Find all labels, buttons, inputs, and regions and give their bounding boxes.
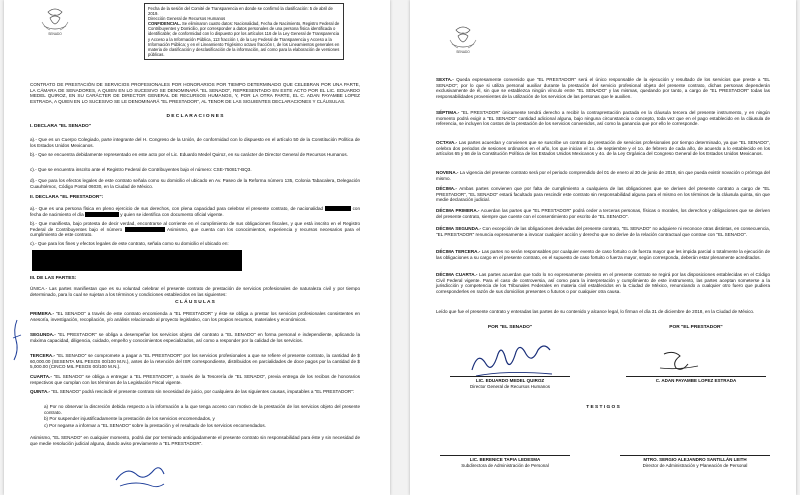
- clausula-decima-primera: DÉCIMA PRIMERA.- Acuerdan las partes que "EL PRESTADOR" podrá ceder a terceras personas, físicas o morales, los derechos y obligaciones que se deriven del presente contrato, siempre que cuente con el consentimiento por escrito de "EL SENADO".: [436, 208, 771, 219]
- contract-intro: CONTRATO DE PRESTACIÓN DE SERVICIOS PROFESIONALES POR HONORARIOS POR TIEMPO DETERMINADO QUE CELEBRAN POR UNA PARTE, LA CÁMARA DE SENADORES, A QUIEN EN LO SUCESIVO SE DENOMINARÁ "EL SENADO", REPRESENTADO EN ESTE ACTO POR EL LIC. EDUARDO MEDEL QUIROZ, EN SU CARÁCTER DE DIRECTOR GENERAL DE RECURSOS HUMANOS, Y, POR LA OTRA PARTE, EL C. ADAN PAYAMBE LOPEZ ESTRADA, A QUIEN EN LO SUCESIVO SE LE DENOMINARÁ "EL PRESTADOR", AL TENOR DE LAS SIGUIENTES DECLARACIONES Y CLÁUSULAS.: [30, 82, 360, 105]
- testigo2-title: Director de Administración y Planeación de Personal: [642, 463, 748, 468]
- svg-text:SENADO: SENADO: [48, 32, 62, 36]
- por-prestador-heading: POR "EL PRESTADOR": [669, 325, 723, 330]
- margin-initials-icon: [10, 318, 24, 362]
- confidentiality-notice: [144, 3, 344, 60]
- conf-line-direction: Dirección General de Recursos Humanos: [148, 16, 226, 22]
- clausulas-heading: C L Á U S U L A S: [175, 300, 215, 305]
- senado-signature-line: [450, 376, 570, 377]
- clausula-novena: NOVENA.- La vigencia del presente contrato será por el periodo comprendido del 01 de enero al 30 de junio de 2019, sin que pueda existir novación o prórroga del mismo.: [436, 170, 770, 181]
- redacted-nationality: [325, 206, 351, 211]
- por-senado-heading: POR "EL SENADO": [487, 325, 533, 330]
- quinta-inciso-c: c) Por negarse a informar a "EL SENADO" sobre la prestación y el resultado de los servicios encomendados.: [44, 423, 266, 428]
- clausula-segunda: SEGUNDA.- "EL PRESTADOR" se obliga a desempeñar los servicios objeto del contrato a "EL SENADO" en forma personal e independiente, aplicando la máxima capacidad, diligencia, cuidado, empeño y conocimientos especializados, así como a responder por la calidad de los servicios.: [30, 332, 360, 343]
- senado-signature-icon: [466, 336, 566, 380]
- senado-signer-title: Director General de Recursos Humanos: [469, 384, 551, 389]
- svg-text:SENADO: SENADO: [456, 50, 470, 54]
- decl-senado-a: a).- Que es un Cuerpo Colegiado, parte integrante del H. Congreso de la Unión, de conformidad con lo dispuesto en el artículo 50 de la Constitución Política de los Estados Unidos Mexicanos.: [30, 137, 360, 148]
- conf-label: CONFIDENCIAL.: [148, 21, 181, 27]
- clausula-primera: PRIMERA.- "EL SENADO" a través de este contrato encomienda a "EL PRESTADOR" y éste se obliga a prestar los servicios profesionales consistentes en Asesoría, investigación, recopilación, y/o análisis relacionado al proyecto legislativo, con los propios recursos, materiales y económicos.: [30, 311, 360, 322]
- testigo1-name: LIC. BERENICE TAPIA LEDESMA: [469, 457, 541, 462]
- quinta-inciso-b: b) Por suspender injustificadamente la prestación de los servicios encomendados, y: [44, 416, 215, 421]
- clausula-decima-cuarta: DÉCIMA CUARTA.- Las partes acuerdan que todo lo no expresamente previsto en el presente contrato se regirá por las disposiciones establecidas en el Código Civil Federal vigente. Para el caso de controversia, así como para la interpretación y cumplimiento de este instrumento, las partes aceptan someterse a la jurisdicción y competencia de los Tribunales Federales en materia civil establecidos en la Ciudad de México, renunciando a cualquier otro fuero que pudiera corresponderles en razón de sus domicilios presentes o futuros o por cualquier otra causa.: [436, 272, 771, 295]
- bottom-initials-icon: [112, 462, 168, 492]
- decl-prestador-c: c).- Que para los fines y efectos legales de este contrato, señala como su domicilio el ubicado en:: [30, 241, 229, 246]
- clausula-septima: SÉPTIMA.- "EL PRESTADOR" únicamente tendrá derecho a recibir la contraprestación pactada en la cláusula tercera del presente instrumento, y en ningún momento podrá exigir a "EL SENADO" cantidad adicional alguna, bajo ninguna circunstancia o concepto, toda vez que en el pago establecido en la cláusula de referencia, se incluyen los costos de la prestación de los servicios convenidos, así como la ganancia que por ello le corresponde.: [436, 110, 770, 127]
- testigo2-name: MTRO. SERGIO ALEJANDRO SANTILLÁN LEITH: [643, 457, 747, 462]
- contract-page-2: [410, 0, 796, 495]
- prestador-signature-icon: [656, 346, 702, 374]
- testigos-heading: T E S T I G O S: [586, 405, 620, 410]
- clausula-decima: DÉCIMA.- Ambas partes convienen que por falta de cumplimiento a cualquiera de las obligaciones que se deriven del presente contrato a cargo de "EL PRESTADOR", "EL SENADO" estará facultado para rescindir este contrato sin responsabilidad alguna para el mismo en los términos de la cláusula quinta, sin que medie declaración judicial.: [436, 186, 770, 203]
- quinta-inciso-a: a) Por no observar la discreción debida respecto a la información a la que tenga acceso con motivo de la prestación de los servicios objeto del presente contrato.: [44, 404, 360, 415]
- clausula-closing: Asimismo, "EL SENADO" en cualquier momento, podrá dar por terminado anticipadamente el presente contrato sin responsabilidad para éste y sin necesidad de que medie resolución judicial alguna, dando aviso previamente a "EL PRESTADOR".: [30, 435, 360, 446]
- decl-prestador-b: b).- Que manifiesta, bajo protesta de decir verdad, encontrarse al corriente en el cumplimiento de sus obligaciones fiscales, y que está inscrito en el Registro Federal de Contribuyentes bajo el número Asimismo, que cuenta con los conocimientos, experiencia y recursos necesarios para el cumplimiento de este contrato.: [30, 221, 360, 238]
- testigo2-signature-line: [620, 455, 770, 456]
- conf-line-date: Fecha de la sesión del Comité de Transparencia en donde se confirmó la clasificación: 5 de abril de 2019.: [148, 6, 333, 17]
- testigo1-signature-line: [440, 455, 570, 456]
- testigo1-title: Subdirectora de Administración de Personal: [461, 463, 549, 468]
- senate-seal-icon: [32, 4, 78, 38]
- decl-prestador-heading: II. DECLARA "EL PRESTADOR":: [30, 195, 104, 200]
- clausula-decima-segunda: DÉCIMA SEGUNDA.- Con excepción de las obligaciones derivadas del presente contrato, "EL SENADO" no adquiere ni reconoce otras distintas, en consecuencia, "EL PRESTADOR" renuncia expresamente a invocar cualquier acción y derecho que no derive de la relación contractual que contrae con "EL SENADO".: [436, 226, 770, 237]
- clausula-decima-tercera: DÉCIMA TERCERA.- Las partes no serán responsables por cualquier evento de caso fortuito o de fuerza mayor que les impida parcial o totalmente la ejecución de las obligaciones a su cargo en el presente contrato, en el supuesto de caso fortuito o fuerza mayor, según corresponda, deberán estar plenamente acreditados.: [436, 249, 770, 260]
- prestador-signer-name: C. ADAN PAYAMBE LOPEZ ESTRADA: [655, 378, 737, 383]
- decl-senado-d: d).- Que para los efectos legales de este contrato señala como su domicilio el ubicado en Av. Paseo de la Reforma número 135, Colonia Tabacalera, Delegación Cuauhtémoc, Código Postal 06030, en la Ciudad de México.: [30, 178, 360, 189]
- decl-partes-unica: ÚNICA.- Las partes manifiestan que es su voluntad celebrar el presente contrato de prestación de servicios profesionales de naturaleza civil y por tiempo determinado, para lo cual se sujetan a los términos y condiciones establecidos en las siguientes:: [30, 286, 360, 297]
- senado-signer-name: LIC. EDUARDO MEDEL QUIROZ: [475, 378, 545, 383]
- decl-prestador-a: a).- Que es una persona física en pleno ejercicio de sus derechos, con plena capacidad para celebrar el presente contrato, de nacionalidad con fecha de nacimiento el día y quien se identifica con documento oficial vigente.: [30, 206, 361, 217]
- firma-paragraph: Leído que fue el presente contrato y enteradas las partes de su contenido y alcance legal, lo firman el día 31 de diciembre de 2018, en la Ciudad de México.: [436, 309, 755, 314]
- decl-senado-c: c).- Que se encuentra inscrito ante el Registro Federal de Contribuyentes bajo el número: CSE-750817-BQ3.: [30, 167, 252, 172]
- redacted-rfc: [125, 227, 165, 232]
- clausula-tercera: TERCERA.- "EL SENADO" se compromete a pagar a "EL PRESTADOR" por los servicios profesionales a que se refiere el presente contrato, la cantidad de $ 60,000.00 (SESENTA MIL PESOS 00/100 M.N.), antes de la retención del ISR correspondiente, distribuidos en parcialidades de doce pagos por la cantidad de $ 5,000.00 (CINCO MIL PESOS 00/100 M.N.).: [30, 353, 360, 370]
- contract-page-1: [4, 0, 390, 495]
- decl-partes-heading: III. DE LAS PARTES:: [30, 276, 77, 281]
- decl-senado-b: b).- Que se encuentra debidamente representado en este acto por el Lic. Eduardo Medel Quiroz, en su carácter de Director General de Recursos Humanos.: [30, 152, 348, 157]
- clausula-quinta: QUINTA.- "EL SENADO" podrá rescindir el presente contrato sin necesidad de juicio, por cualquiera de las siguientes causas, imputables a "EL PRESTADOR":: [30, 389, 355, 394]
- clausula-sexta: SEXTA.- Queda expresamente convenido que "EL PRESTADOR" será el único responsable de la ejecución y resultado de los servicios que preste a "EL SENADO"; por lo que si utiliza personal auxiliar durante la prestación del servicio profesional objeto del presente contrato, dichas personas dependerán exclusivamente de él, sin que se establezca ningún vínculo entre "EL SENADO" y las mismas, quedando por tanto, a cargo de "EL PRESTADOR" todas las responsabilidades provenientes de la utilización de los servicios de las personas que le auxilien.: [436, 77, 770, 100]
- clausula-octava: OCTAVA.- Las partes acuerdan y convienen que se suscribe un contrato de prestación de servicios profesionales por tiempo determinado, ya que "EL SENADO", celebra dos periodos de sesiones ordinarios en el año, los que inician el 1o. de septiembre y el 1o. de febrero de cada año, de acuerdo a lo establecido en los artículos 65 y 66 de la Constitución Política de los Estados Unidos Mexicanos y 4o. de la Ley Orgánica del Congreso General de los Estados Unidos Mexicanos.: [436, 140, 771, 157]
- decl-senado-heading: I. DECLARA "EL SENADO": [30, 124, 92, 129]
- declaraciones-heading: D E C L A R A C I O N E S: [166, 114, 224, 119]
- senate-seal-icon: [440, 22, 486, 56]
- redacted-address: [32, 250, 242, 271]
- clausula-cuarta: CUARTA.- "EL SENADO" se obliga a entregar a "EL PRESTADOR", a través de la Tesorería de "EL SENADO", previa entrega de los recibos de honorarios respectivos que cumplan con los términos de la Legislación Fiscal vigente.: [30, 374, 360, 385]
- redacted-birthdate: [85, 212, 119, 217]
- conf-line-body: Se eliminaron cuatro datos: Nacionalidad, Fecha de Nacimiento, Registro Federal de Contribuyentes y Domicilio, por corresponder a datos personales de una persona física identificada o identificable; de conformidad con lo dispuesto por los artículos 116 de la Ley General de Transparencia y Acceso a la Información Pública, 113 fracción I, de la Ley Federal de Transparencia y Acceso a la Información Pública; y en el Lineamiento Trigésimo octavo fracción I, de los Lineamientos generales en materia de clasificación y desclasificación de la información, así como para la elaboración de versiones públicas.: [148, 21, 340, 57]
- prestador-signature-line: [626, 376, 766, 377]
